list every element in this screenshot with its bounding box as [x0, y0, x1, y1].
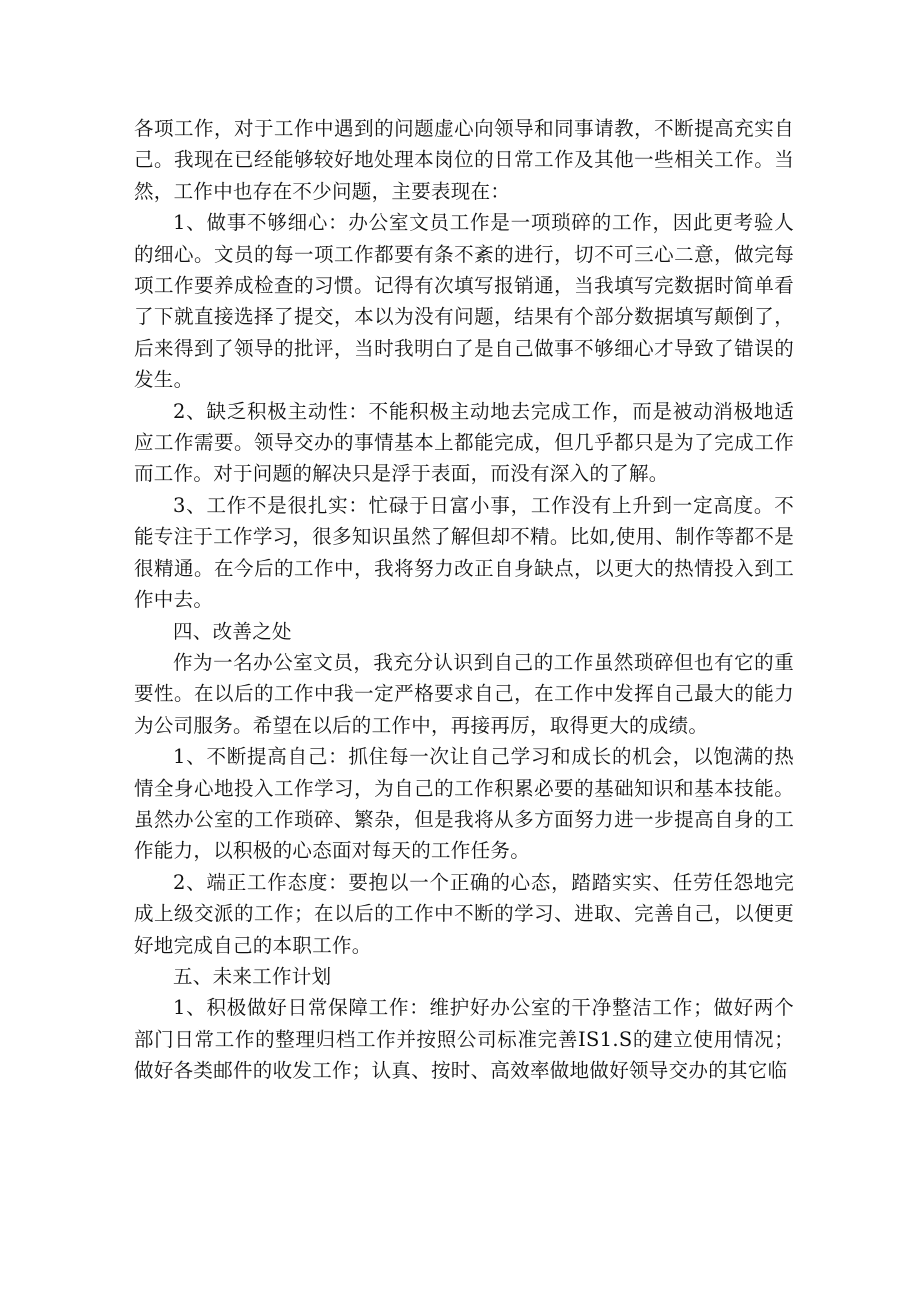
- paragraph: 2、缺乏积极主动性：不能积极主动地去完成工作，而是被动消极地适应工作需要。领导交办的事情基本上都能完成，但几乎都只是为了完成工作而工作。对于问题的解决只是浮于表面，而没有深入的了解。: [134, 399, 794, 486]
- section-heading: 四、改善之处: [173, 619, 292, 643]
- paragraph: 3、工作不是很扎实：忙碌于日富小事，工作没有上升到一定高度。不能专注于工作学习，很多知识虽然了解但却不精。比如,使用、制作等都不是很精通。在今后的工作中，我将努力改正自身缺点，以更大的热情投入到工作中去。: [134, 493, 794, 612]
- paragraph: 各项工作，对于工作中遇到的问题虚心向领导和同事请教，不断提高充实自己。我现在已经能够较好地处理本岗位的日常工作及其他一些相关工作。当然，工作中也存在不少问题，主要表现在：: [134, 117, 794, 203]
- document-body: [134, 113, 794, 1087]
- paragraph: 1、积极做好日常保障工作：维护好办公室的干净整洁工作；做好两个部门日常工作的整理归档工作并按照公司标准完善IS1.S的建立使用情况；做好各类邮件的收发工作；认真、按时、高效率做地做好领导交办的其它临: [134, 996, 794, 1083]
- section-heading: 五、未来工作计划: [173, 964, 332, 988]
- paragraph: 1、不断提高自己：抓住每一次让自己学习和成长的机会，以饱满的热情全身心地投入工作学习，为自己的工作积累必要的基础知识和基本技能。虽然办公室的工作琐碎、繁杂，但是我将从多方面努力进一步提高自身的工作能力，以积极的心态面对每天的工作任务。: [134, 745, 794, 863]
- paragraph: 1、做事不够细心：办公室文员工作是一项琐碎的工作，因此更考验人的细心。文员的每一项工作都要有条不紊的进行，切不可三心二意，做完每项工作要养成检查的习惯。记得有次填写报销通，当我填写完数据时简单看了下就直接选择了提交，本以为没有问题，结果有个部分数据填写颠倒了，后来得到了领导的批评，当时我明白了是自己做事不够细心才导致了错误的发生。: [134, 211, 794, 392]
- paragraph: 2、端正工作态度：要抱以一个正确的心态，踏踏实实、任劳任怨地完成上级交派的工作；在以后的工作中不断的学习、进取、完善自己，以便更好地完成自己的本职工作。: [134, 870, 794, 957]
- paragraph: 作为一名办公室文员，我充分认识到自己的工作虽然琐碎但也有它的重要性。在以后的工作中我一定严格要求自己，在工作中发挥自己最大的能力为公司服务。希望在以后的工作中，再接再厉，取得更大的成绩。: [134, 650, 794, 737]
